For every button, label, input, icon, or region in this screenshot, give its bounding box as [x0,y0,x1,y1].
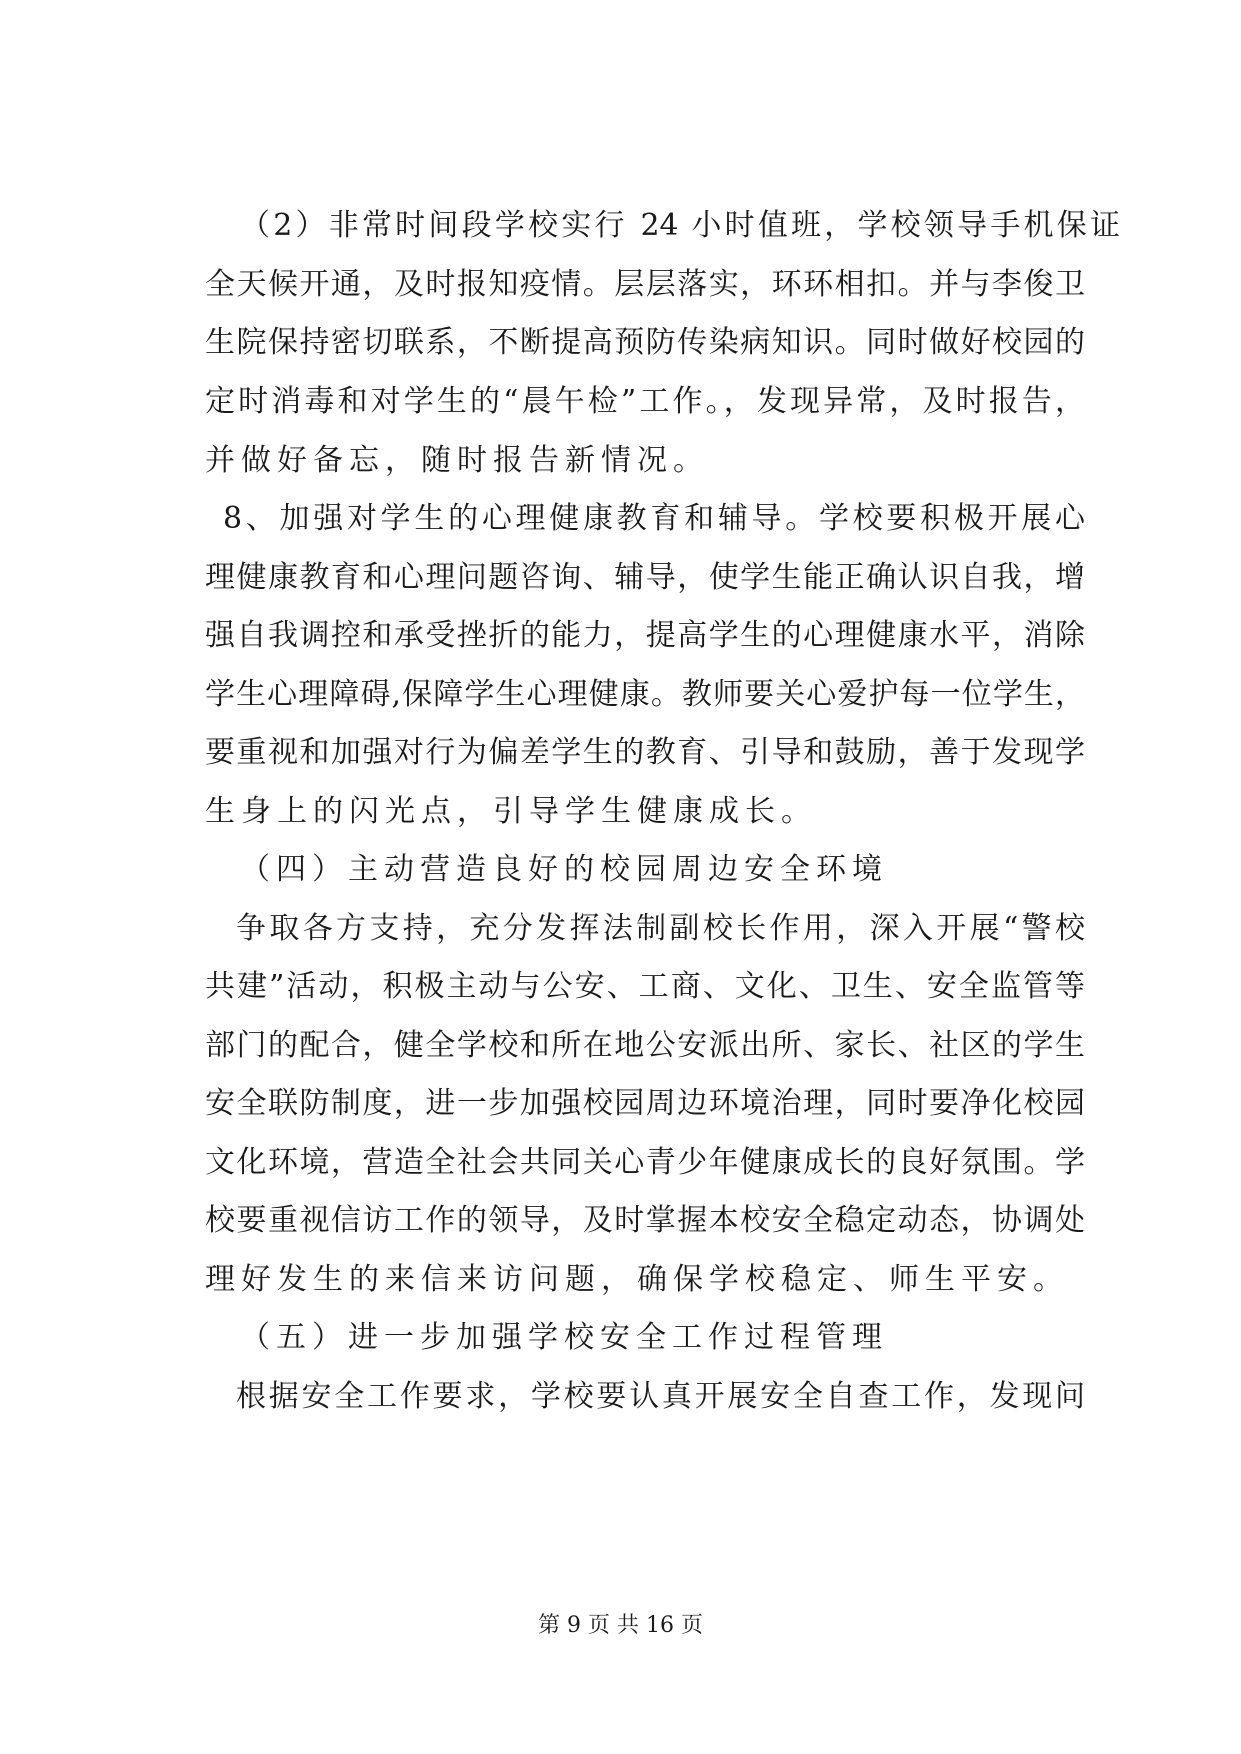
paragraph-line: 安全联防制度，进一步加强校园周边环境治理，同时要净化校园 [205,1086,1085,1121]
paragraph-line: 8、加强对学生的心理健康教育和辅导。学校要积极开展心 [223,501,1085,536]
paragraph-line: 根据安全工作要求，学校要认真开展安全自查工作，发现问 [236,1379,1085,1414]
section-heading: （五）进一步加强学校安全工作过程管理 [240,1320,888,1355]
paragraph-line: 生身上的闪光点，引导学生健康成长。 [205,794,817,829]
paragraph-line: 定时消毒和对学生的“晨午检”工作。，发现异常，及时报告， [205,384,1085,419]
paragraph-line: 全天候开通，及时报知疫情。层层落实，环环相扣。并与李俊卫 [205,267,1085,302]
paragraph-line: 要重视和加强对行为偏差学生的教育、引导和鼓励，善于发现学 [205,735,1085,770]
paragraph-line: 并做好备忘，随时报告新情况。 [205,443,709,478]
paragraph-line: 校要重视信访工作的领导，及时掌握本校安全稳定动态，协调处 [205,1203,1085,1238]
page-number-footer: 第 9 页 共 16 页 [538,1613,703,1638]
paragraph-line: 学生心理障碍,保障学生心理健康。教师要关心爱护每一位学生， [205,677,1085,712]
paragraph-line: 共建”活动，积极主动与公安、工商、文化、卫生、安全监管等 [205,969,1085,1004]
paragraph-line: 生院保持密切联系，不断提高预防传染病知识。同时做好校园的 [205,325,1085,360]
section-heading: （四）主动营造良好的校园周边安全环境 [240,852,888,887]
paragraph-line: 理健康教育和心理问题咨询、辅导，使学生能正确认识自我，增 [205,560,1085,595]
paragraph-line: （2）非常时间段学校实行 24 小时值班，学校领导手机保证 [240,208,1120,243]
paragraph-line: 部门的配合，健全学校和所在地公安派出所、家长、社区的学生 [205,1028,1085,1063]
paragraph-line: 理好发生的来信来访问题，确保学校稳定、师生平安。 [205,1262,1069,1297]
paragraph-line: 文化环境，营造全社会共同关心青少年健康成长的良好氛围。学 [205,1145,1085,1180]
paragraph-line: 强自我调控和承受挫折的能力，提高学生的心理健康水平，消除 [205,618,1085,653]
paragraph-line: 争取各方支持，充分发挥法制副校长作用，深入开展“警校 [236,911,1085,946]
